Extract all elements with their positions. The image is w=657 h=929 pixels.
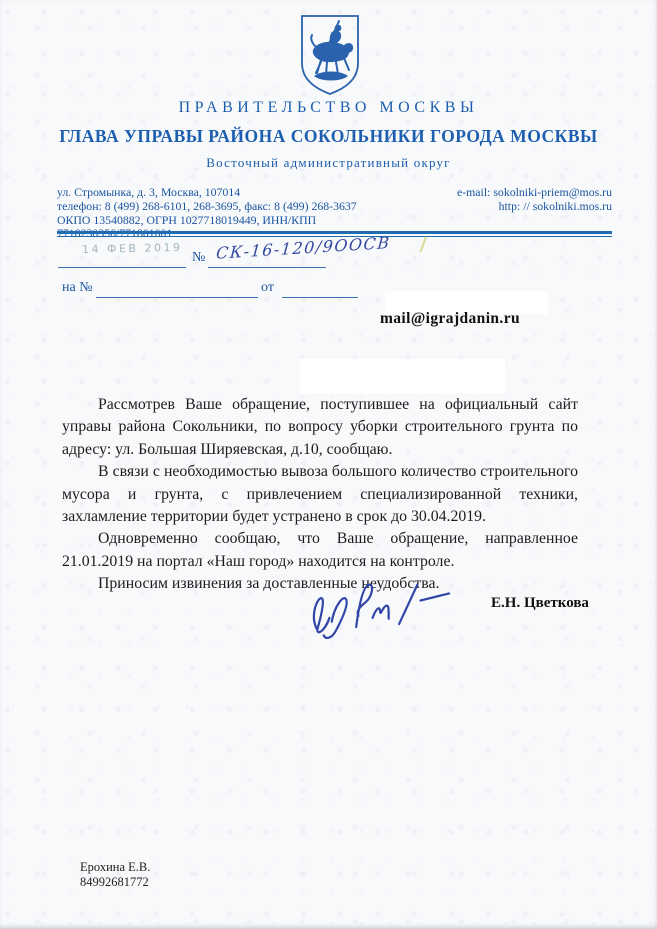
paragraph-portal-control: Одновременно сообщаю, что Ваше обращение, направленное 21.01.2019 на портал «Наш город» находится на контроле. xyxy=(62,530,578,570)
signatory-name: Е.Н. Цветкова xyxy=(491,595,589,611)
handwritten-outgoing-number: СК-16-120/9ООСВ xyxy=(215,232,392,263)
paragraph-review: Рассмотрев Ваше обращение, поступившее на официальный сайт управы района Сокольники, по вопросу уборки строительного грунта по адресу: ул. Большая Ширяевская, д.10, сообщаю. xyxy=(62,396,578,458)
org-address: ул. Стромынка, д. 3, Москва, 107014 xyxy=(57,185,241,199)
letter-body xyxy=(62,394,578,596)
executor-phone: 84992681772 xyxy=(80,875,149,889)
moscow-coat-of-arms-icon xyxy=(296,13,364,98)
org-phone: телефон: 8 (499) 268-6101, 268-3695, факс: 8 (499) 268-3637 xyxy=(57,198,357,213)
executor-block xyxy=(80,860,150,890)
reply-number-underline xyxy=(96,296,258,298)
from-date-underline xyxy=(282,296,358,298)
org-website: http: // sokolniki.mos.ru xyxy=(498,198,612,213)
handwritten-signature xyxy=(300,573,470,645)
paragraph-removal-deadline: В связи с необходимостью вывоза большого количество строительного мусора и грунта, с привлечением специализированной техники, захламление территории будет устранено в срок до 30.04.2019. xyxy=(62,463,578,526)
org-codes: ОКПО 13540882, ОГРН 1027718019449, ИНН/КПП 7718230356/771801001 xyxy=(57,212,317,241)
organization-title: ГЛАВА УПРАВЫ РАЙОНА СОКОЛЬНИКИ ГОРОДА МОСКВЫ xyxy=(59,126,598,146)
district-subtitle: Восточный административный округ xyxy=(206,155,451,170)
reply-to-label: на № xyxy=(62,280,93,295)
date-stamp: 14 ФЕВ 2019 xyxy=(81,240,183,257)
paragraph-apology: Приносим извинения за доставленные неудобства. xyxy=(98,575,440,593)
contact-block-right xyxy=(382,186,612,214)
redaction-box-recipient-address xyxy=(300,359,505,393)
org-email: e-mail: sokolniki-priem@mos.ru xyxy=(456,185,612,199)
number-sign-label: № xyxy=(192,250,206,265)
from-date-label: от xyxy=(261,280,274,295)
recipient-email: mail@igrajdanin.ru xyxy=(379,310,521,327)
number-underline xyxy=(208,266,326,268)
date-underline xyxy=(58,266,186,268)
government-title: ПРАВИТЕЛЬСТВО МОСКВЫ xyxy=(178,99,479,116)
executor-name: Ерохина Е.В. xyxy=(80,860,151,874)
